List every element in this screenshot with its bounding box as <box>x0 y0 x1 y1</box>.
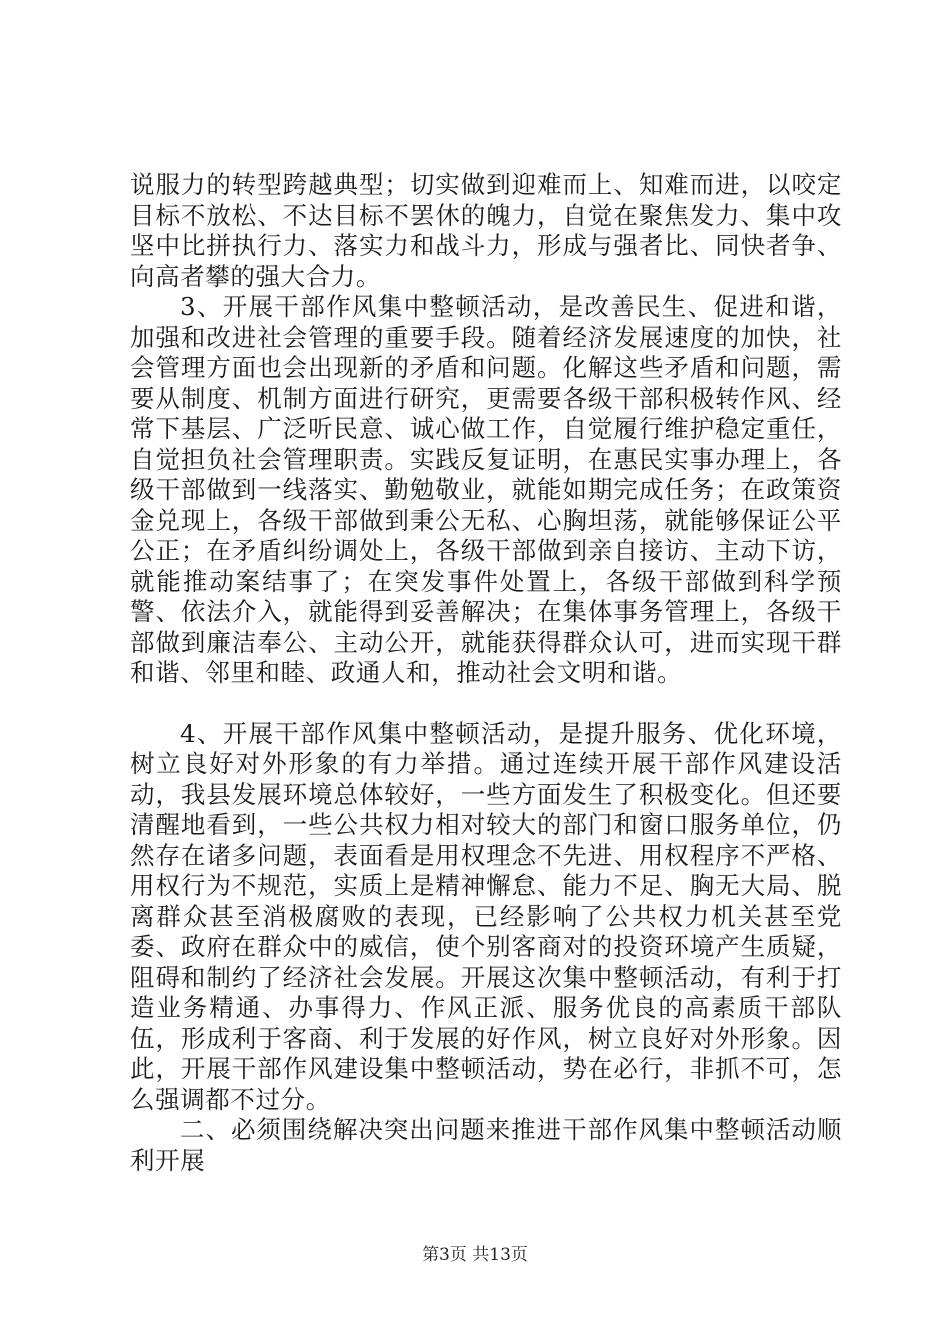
paragraph-continued: 说服力的转型跨越典型；切实做到迎难而上、知难而进，以咬定目标不放松、不达目标不罢休的魄力，自觉在聚焦发力、集中攻坚中比拼执行力、落实力和战斗力，形成与强者比、同快者争、向高者攀的强大合力。 <box>130 170 842 291</box>
paragraph-spacer <box>130 689 842 719</box>
paragraph-4: 4、开展干部作风集中整顿活动，是提升服务、优化环境，树立良好对外形象的有力举措。通过连续开展干部作风建设活动，我县发展环境总体较好，一些方面发生了积极变化。但还要清醒地看到，一些公共权力相对较大的部门和窗口服务单位，仍然存在诸多问题，表面看是用权理念不先进、用权程序不严格、用权行为不规范，实质上是精神懈怠、能力不足、胸无大局、脱离群众甚至消极腐败的表现，已经影响了公共权力机关甚至党委、政府在群众中的威信，使个别客商对的投资环境产生质疑，阻碍和制约了经济社会发展。开展这次集中整顿活动，有利于打造业务精通、办事得力、作风正派、服务优良的高素质干部队伍，形成利于客商、利于发展的好作风，树立良好对外形象。因此，开展干部作风建设集中整顿活动，势在必行，非抓不可，怎么强调都不过分。 <box>130 718 842 1114</box>
section-heading-2: 二、必须围绕解决突出问题来推进干部作风集中整顿活动顺利开展 <box>130 1115 842 1175</box>
paragraph-3: 3、开展干部作风集中整顿活动，是改善民生、促进和谐，加强和改进社会管理的重要手段。随着经济发展速度的加快，社会管理方面也会出现新的矛盾和问题。化解这些矛盾和问题，需要从制度、机制方面进行研究，更需要各级干部积极转作风、经常下基层、广泛听民意、诚心做工作，自觉履行维护稳定重任，自觉担负社会管理职责。实践反复证明，在惠民实事办理上，各级干部做到一线落实、勤勉敬业，就能如期完成任务；在政策资金兑现上，各级干部做到秉公无私、心胸坦荡，就能够保证公平公正；在矛盾纠纷调处上，各级干部做到亲自接访、主动下访，就能推动案结事了；在突发事件处置上，各级干部做到科学预警、依法介入，就能得到妥善解决；在集体事务管理上，各级干部做到廉洁奉公、主动公开，就能获得群众认可，进而实现干群和谐、邻里和睦、政通人和，推动社会文明和谐。 <box>130 292 842 687</box>
document-body <box>130 170 842 1176</box>
page-footer: 第3页 共13页 <box>422 1245 528 1265</box>
